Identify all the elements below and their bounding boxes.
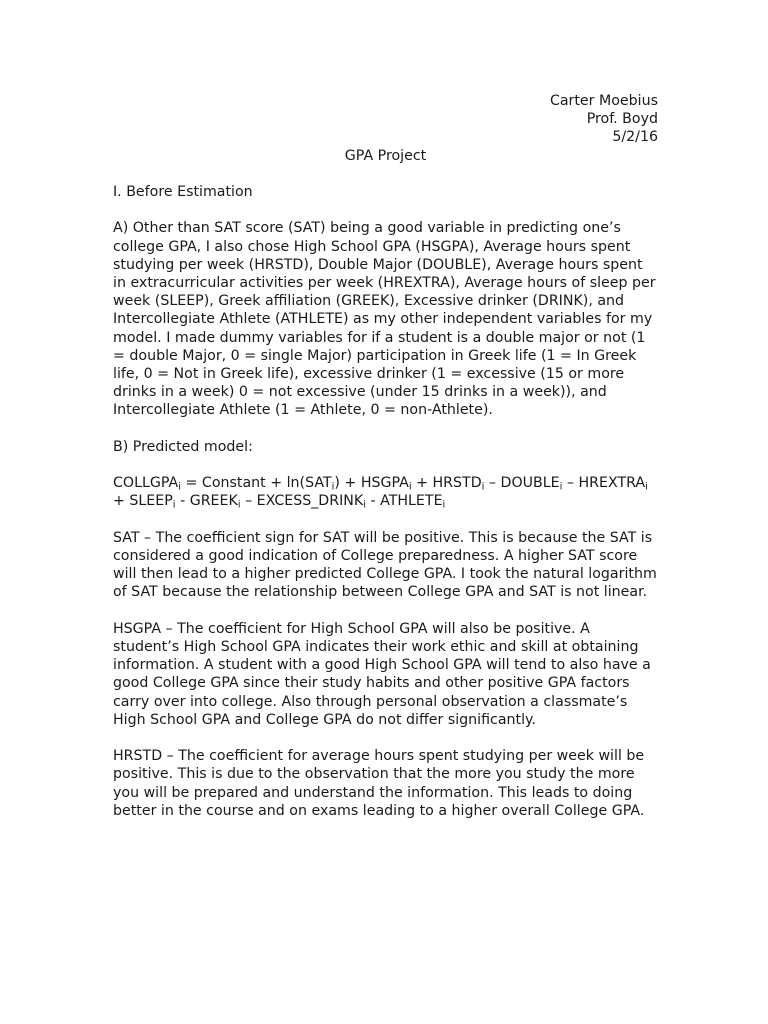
eq-term: – HREXTRA [562,475,646,492]
eq-term: - GREEK [175,493,238,510]
author-name: Carter Moebius [549,93,658,109]
eq-subscript: i [363,499,366,511]
eq-subscript: i [178,481,181,493]
section-heading: I. Before Estimation [113,184,253,200]
paragraph-predicted-model: B) Predicted model: [113,438,253,455]
document-title: GPA Project [344,147,427,164]
paragraph-hrstd: HRSTD – The coefficient for average hours spent studying per week will be positive. This is due to the observation that the more you study the more you will be prepared and understand the information. This leads to doing better in the course and on exams leading to a higher overall College GPA. [113,748,645,819]
eq-term: + HRSTD [411,475,482,492]
eq-term: COLLGPA [113,475,179,492]
paragraph-sat: SAT – The coefficient sign for SAT will be positive. This is because the SAT is considered a good indication of College preparedness. A higher SAT score will then lead to a higher predicted College GPA. I took the natural logarithm of SAT because the relationship between College GPA and SAT is not linear. [113,529,657,601]
model-equation [113,474,658,510]
document-page [113,92,658,838]
eq-term: – EXCESS_DRINK [240,493,364,510]
document-date: 5/2/16 [612,129,658,146]
paragraph-variables: A) Other than SAT score (SAT) being a good variable in predicting one’s college GPA, I also chose High School GPA (HSGPA), Average hours spent studying per week (HRSTD), Double Major (DOUBLE), Average hours spent in extracurricular activities per week (HREXTRA), Average hours of sleep per week (SLEEP), Greek affiliation (GREEK), Excessive drinker (DRINK), and Intercollegiate Athlete (ATHLETE) as my other independent variables for my model. I made dummy variables for if a student is a double major or not (1 = double Major, 0 = single Major) participation in Greek life (1 = In Greek life, 0 = Not in Greek life), excessive drinker (1 = excessive (15 or more drinks in a week) 0 = not excessive (under 15 drinks in a week)), and Intercollegiate Athlete (1 = Athlete, 0 = non-Athlete). [113,220,656,419]
eq-term: + SLEEP [113,493,173,510]
document-header [113,92,658,147]
eq-term: ) + HSGPA [334,475,409,492]
eq-subscript: i [442,499,446,511]
eq-subscript: i [408,481,412,493]
eq-term: - ATHLETE [365,493,443,510]
eq-term: = Constant + ln(SAT [181,475,332,492]
professor-name: Prof. Boyd [586,111,658,128]
eq-subscript: i [481,481,485,493]
eq-subscript: i [559,481,563,493]
eq-subscript: i [237,499,241,511]
paragraph-hsgpa: HSGPA – The coefficient for High School GPA will also be positive. A student’s High School GPA indicates their work ethic and skill at obtaining information. A student with a good High School GPA will tend to also have a good College GPA since their study habits and other positive GPA factors carry over into college. Also through personal observation a classmate’s High School GPA and College GPA do not differ significantly. [113,620,651,728]
eq-subscript: i [645,481,648,493]
eq-term: – DOUBLE [484,475,560,492]
eq-subscript: i [331,481,335,493]
eq-subscript: i [172,499,176,511]
